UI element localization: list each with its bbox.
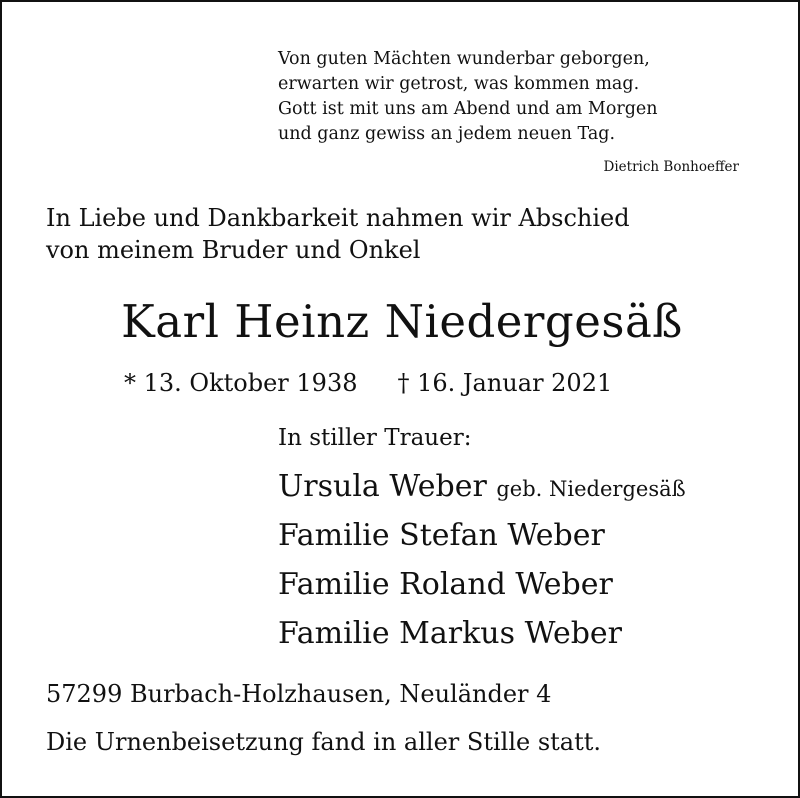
death-date: † 16. Januar 2021 [397, 369, 613, 397]
mourning-label: In stiller Trauer: [278, 425, 472, 451]
mourner-entry [278, 513, 686, 562]
mourners-list [278, 464, 686, 660]
mourner-entry [278, 562, 686, 611]
mourner-entry [278, 611, 686, 660]
bonhoeffer-quote [278, 47, 658, 147]
quote-author: Dietrich Bonhoeffer [603, 159, 739, 175]
mourner-note: geb. Niedergesäß [496, 477, 686, 501]
mourner-name: Familie Stefan Weber [278, 518, 605, 553]
mourner-entry [278, 464, 686, 513]
intro-line: In Liebe und Dankbarkeit nahmen wir Abschied [46, 204, 630, 232]
funeral-note: Die Urnenbeisetzung fand in aller Stille statt. [46, 728, 602, 756]
family-address: 57299 Burbach-Holzhausen, Neuländer 4 [46, 680, 552, 708]
intro-line: von meinem Bruder und Onkel [46, 236, 421, 264]
mourner-name: Familie Roland Weber [278, 567, 613, 602]
quote-line: und ganz gewiss an jedem neuen Tag. [278, 124, 616, 144]
deceased-name: Karl Heinz Niedergesäß [121, 295, 683, 348]
life-dates [124, 366, 612, 400]
quote-line: Von guten Mächten wunderbar geborgen, [278, 49, 650, 69]
intro-text [46, 202, 630, 266]
mourner-name: Familie Markus Weber [278, 616, 623, 651]
birth-date: * 13. Oktober 1938 [124, 369, 358, 397]
mourner-name: Ursula Weber [278, 469, 487, 504]
quote-line: erwarten wir getrost, was kommen mag. [278, 74, 640, 94]
quote-line: Gott ist mit uns am Abend und am Morgen [278, 99, 658, 119]
